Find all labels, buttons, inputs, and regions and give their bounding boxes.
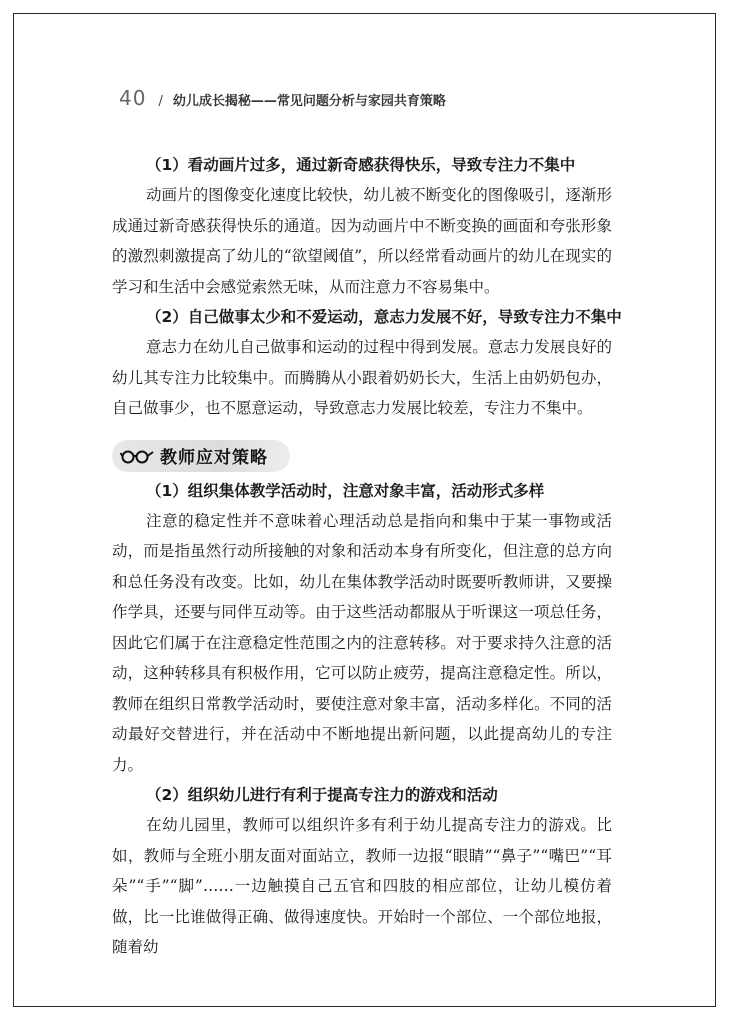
subheading: （1）看动画片过多，通过新奇感获得快乐，导致专注力不集中 [146, 156, 576, 174]
subheading: （2）自己做事太少和不爱运动，意志力发展不好，导致专注力不集中 [146, 308, 622, 326]
page-body [112, 150, 622, 963]
paragraph: 动画片的图像变化速度比较快，幼儿被不断变化的图像吸引，逐渐形成通过新奇感获得快乐的通道。因为动画片中不断变换的画面和夸张形象的激烈刺激提高了幼儿的“欲望阈值”，所以经常看动画片的幼儿在现实的学习和生活中会感觉索然无味，从而注意力不容易集中。 [112, 186, 612, 296]
subheading: （2）组织幼儿进行有利于提高专注力的游戏和活动 [146, 786, 498, 804]
section-title-badge [112, 440, 290, 472]
glasses-icon [120, 447, 154, 465]
header-separator: / [158, 94, 163, 109]
book-title: 幼儿成长揭秘——常见问题分析与家园共育策略 [172, 94, 446, 109]
subheading: （1）组织集体教学活动时，注意对象丰富，活动形式多样 [146, 481, 545, 500]
running-header [119, 86, 446, 110]
page-number: 40 [119, 86, 147, 110]
section-title: 教师应对策略 [160, 448, 268, 468]
section-header [112, 440, 612, 476]
paragraph: 意志力在幼儿自己做事和运动的过程中得到发展。意志力发展良好的幼儿其专注力比较集中。而腾腾从小跟着奶奶长大，生活上由奶奶包办，自己做事少，也不愿意运动，导致意志力发展比较差，专注力不集中。 [112, 338, 612, 417]
paragraph: 在幼儿园里，教师可以组织许多有利于幼儿提高专注力的游戏。比如，教师与全班小朋友面对面站立，教师一边报“眼睛”“鼻子”“嘴巴”“耳朵”“手”“脚”……一边触摸自己五官和四肢的相应部位，让幼儿模仿着做，比一比谁做得正确、做得速度快。开始时一个部位、一个部位地报，随着幼 [112, 816, 612, 956]
paragraph: 注意的稳定性并不意味着心理活动总是指向和集中于某一事物或活动，而是指虽然行动所接触的对象和活动本身有所变化，但注意的总方向和总任务没有改变。比如，幼儿在集体教学活动时既要听教师讲，又要操作学具，还要与同伴互动等。由于这些活动都服从于听课这一项总任务，因此它们属于在注意稳定性范围之内的注意转移。对于要求持久注意的活动，这种转移具有积极作用，它可以防止疲劳，提高注意稳定性。所以，教师在组织日常教学活动时，要使注意对象丰富，活动多样化。不同的活动最好交替进行，并在活动中不断地提出新问题，以此提高幼儿的专注力。 [112, 511, 612, 774]
